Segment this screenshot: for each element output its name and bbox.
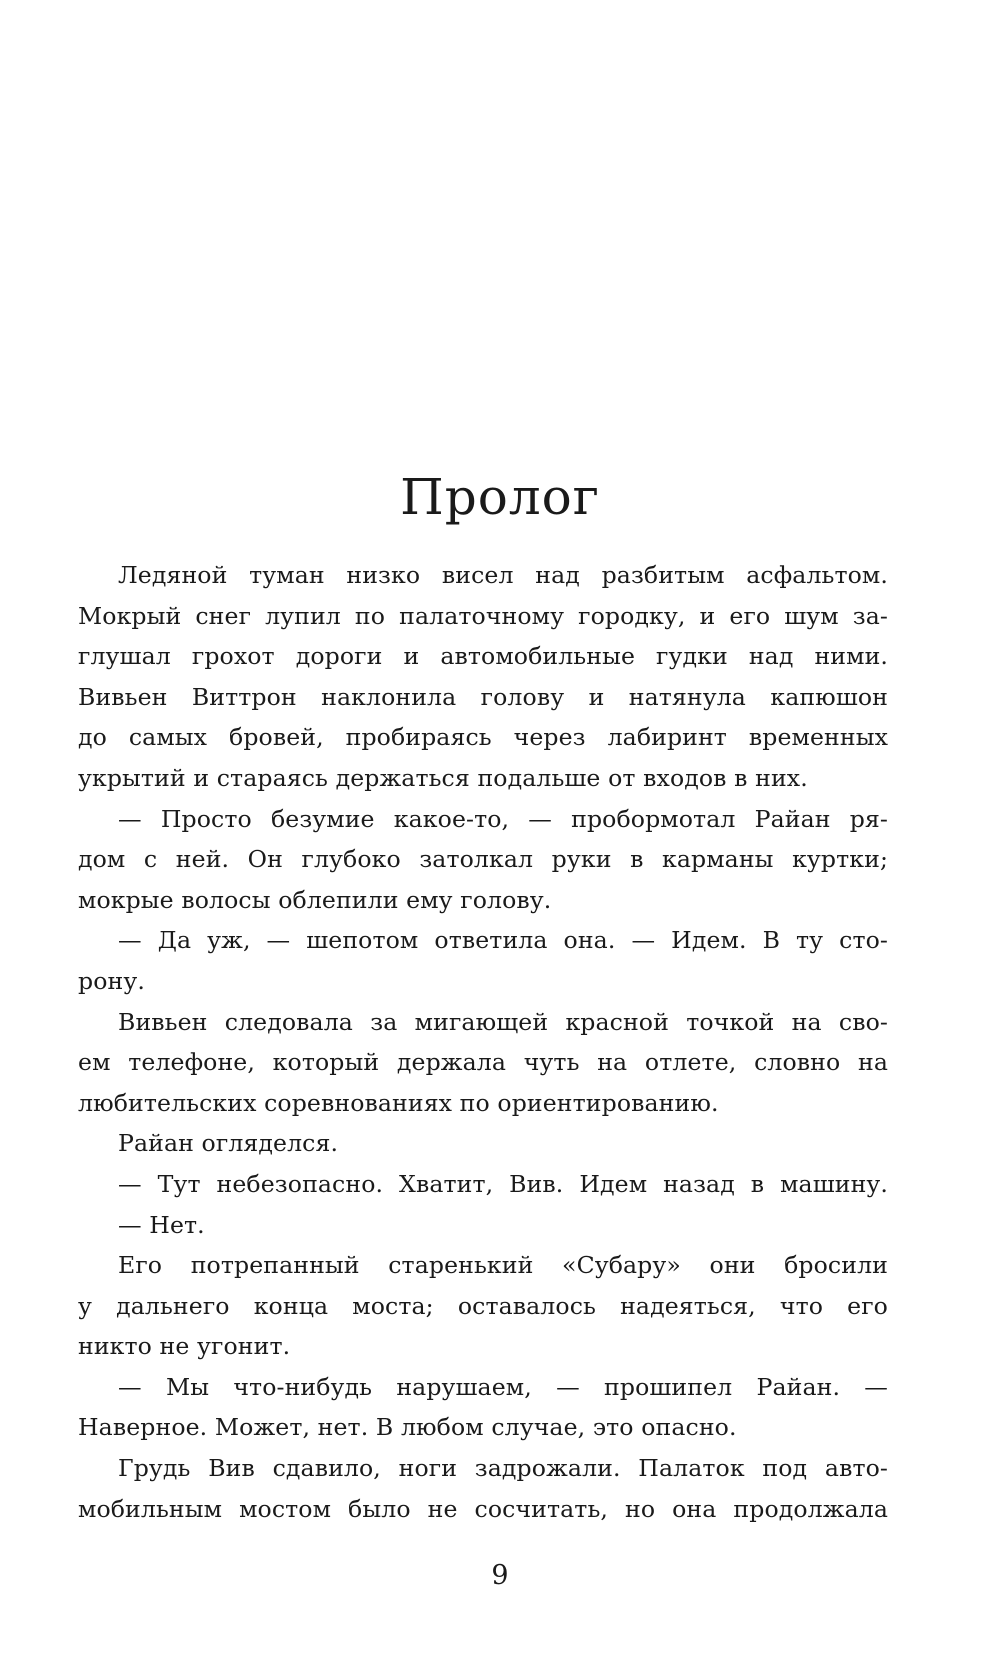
text-line: Вивьен Виттрон наклонила голову и натянула капюшон [78,682,888,711]
text-line: — Тут небезопасно. Хватит, Вив. Идем назад в машину. [118,1169,888,1198]
page-number: 9 [491,1560,509,1591]
body-text [78,555,888,1529]
text-line: Ледяной туман низко висел над разбитым асфальтом. [118,561,888,589]
text-line: Грудь Вив сдавило, ноги задрожали. Палаток под авто- [118,1454,888,1483]
text-line: Вивьен следовала за мигающей красной точкой на сво- [118,1007,888,1036]
text-line: — Нет. [118,1210,205,1239]
text-line: мокрые волосы облепили ему голову. [78,885,552,914]
text-line: дом с ней. Он глубоко затолкал руки в карманы куртки; [78,845,888,874]
text-line: Райан огляделся. [118,1129,339,1158]
text-line: укрытий и стараясь держаться подальше от входов в них. [78,763,808,792]
text-line: Мокрый снег лупил по палаточному городку, и его шум за- [78,601,888,630]
text-line: Его потрепанный старенький «Субару» они бросили [118,1251,888,1280]
text-line: никто не угонит. [78,1332,291,1361]
text-line: — Мы что-нибудь нарушаем, — прошипел Райан. — [118,1372,888,1401]
text-line: — Да уж, — шепотом ответила она. — Идем. В ту сто- [118,926,888,955]
text-line: Наверное. Может, нет. В любом случае, это опасно. [78,1413,737,1442]
text-line: любительских соревнованиях по ориентированию. [78,1088,719,1117]
text-line: рону. [78,966,145,995]
text-line: до самых бровей, пробираясь через лабиринт временных [78,723,888,752]
text-line: — Просто безумие какое-то, — пробормотал Райан ря- [118,804,888,833]
text-line: у дальнего конца моста; оставалось надеяться, что его [78,1291,888,1320]
text-line: мобильным мостом было не сосчитать, но она продолжала [78,1494,888,1523]
text-line: ем телефоне, который держала чуть на отлете, словно на [78,1048,888,1077]
chapter-title: Пролог [400,468,600,526]
text-line: глушал грохот дороги и автомобильные гудки над ними. [78,642,888,671]
